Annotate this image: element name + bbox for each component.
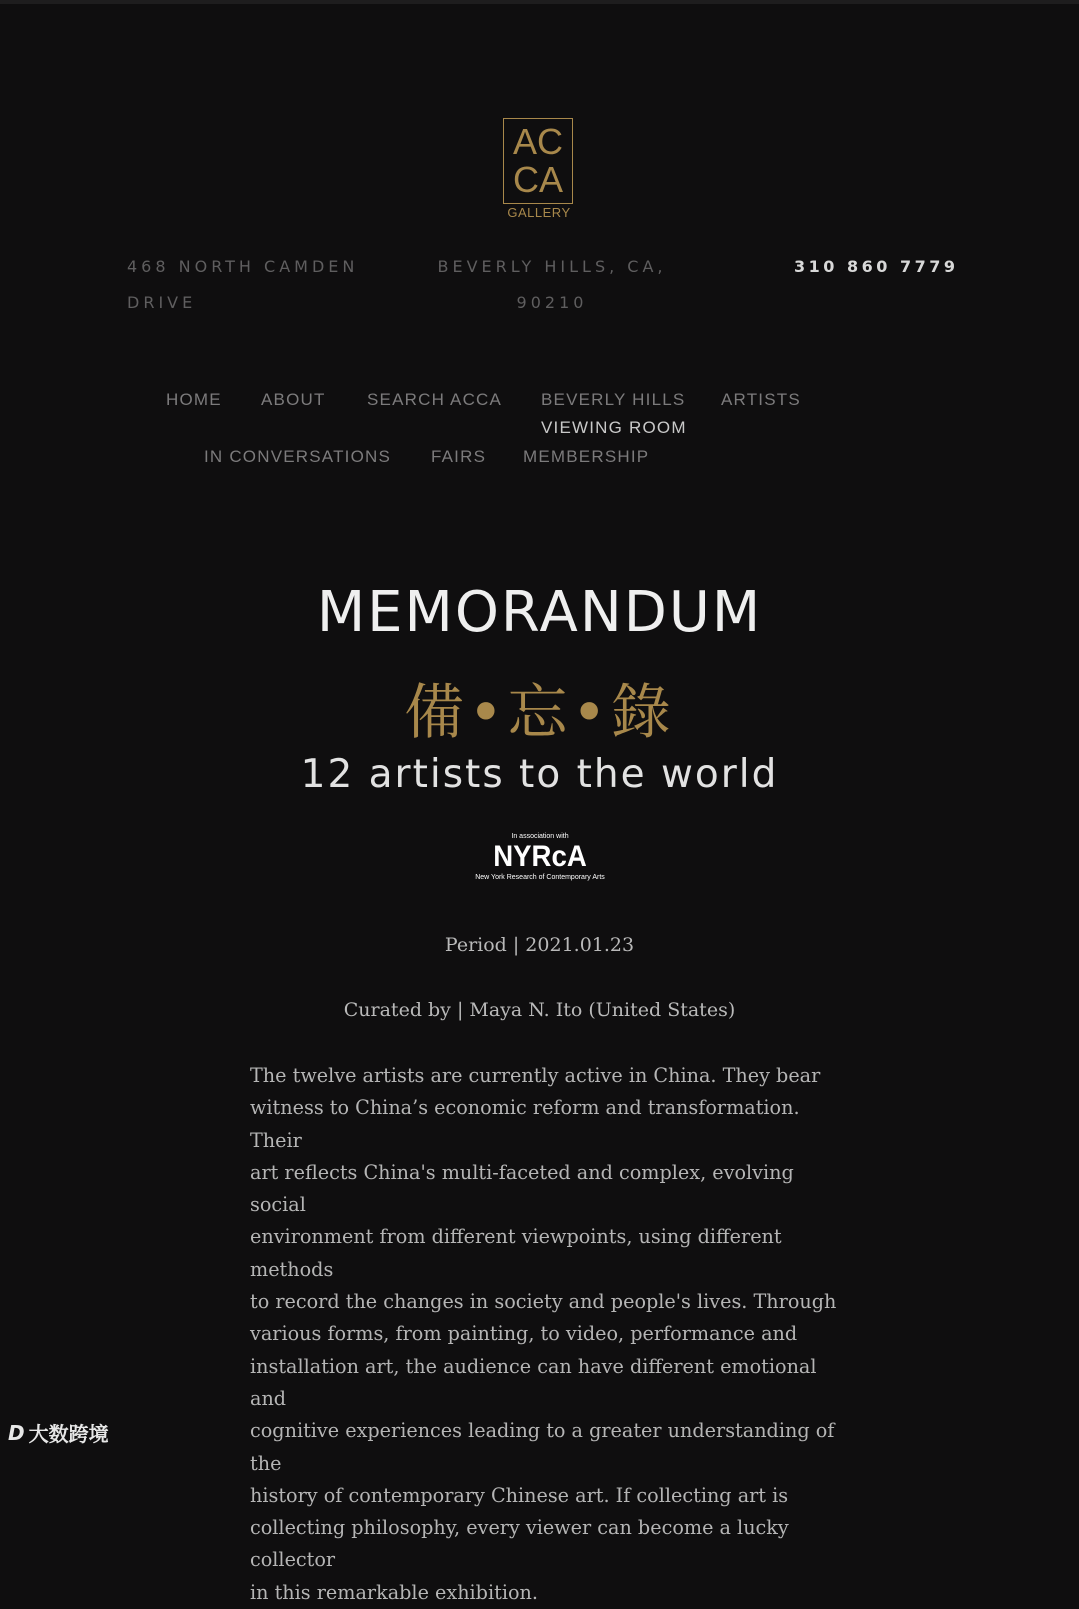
address-street-line2: DRIVE (127, 293, 197, 312)
exhibition-description (250, 1060, 840, 1609)
nav-artists[interactable]: ARTISTS (721, 390, 801, 409)
address-city-line1: BEVERLY HILLS, CA, (437, 257, 667, 276)
description-line: art reflects China's multi-faceted and complex, evolving social (250, 1160, 794, 1217)
description-line: history of contemporary Chinese art. If collecting art is (250, 1483, 789, 1507)
nav-fairs[interactable]: FAIRS (431, 447, 487, 466)
nav-in-conversations[interactable]: IN CONVERSATIONS (204, 447, 392, 466)
address-street (127, 249, 397, 321)
nyrca-logo (440, 832, 640, 882)
address-city-line2: 90210 (516, 293, 588, 312)
description-line: The twelve artists are currently active in China. They bear (250, 1064, 821, 1087)
exhibition-title: MEMORANDUM (316, 580, 763, 645)
exhibition-chinese-title: 備•忘•錄 (404, 678, 675, 748)
nav-beverly-hills-viewing-room-line2[interactable]: VIEWING ROOM (541, 418, 687, 437)
nav-search-acca[interactable]: SEARCH ACCA (367, 390, 503, 409)
description-line: installation art, the audience can have different emotional and (250, 1354, 817, 1410)
address-street-line1: 468 NORTH CAMDEN (127, 257, 359, 276)
description-line: witness to China’s economic reform and transformation. Their (250, 1096, 800, 1152)
nav-membership[interactable]: MEMBERSHIP (523, 447, 650, 466)
watermark-text: 大数跨境 (28, 1422, 109, 1446)
top-border (0, 0, 1079, 4)
acca-gallery-logo[interactable] (503, 118, 575, 224)
phone-number[interactable]: 310 860 7779 (794, 257, 959, 276)
description-line: environment from different viewpoints, using different methods (250, 1225, 782, 1281)
nyrca-full-name: New York Research of Contemporary Arts (475, 874, 605, 881)
logo-line-2: CA (512, 159, 563, 200)
description-line: collecting philosophy, every viewer can become a lucky collector (250, 1516, 789, 1572)
description-line: in this remarkable exhibition. (250, 1580, 538, 1604)
exhibition-period: Period | 2021.01.23 (444, 934, 635, 956)
nyrca-name: NYRcA (493, 840, 587, 873)
description-line: to record the changes in society and people's lives. Through (250, 1290, 837, 1314)
logo-line-1: AC (512, 121, 563, 162)
description-line: various forms, from painting, to video, performance and (250, 1322, 798, 1346)
nyrca-association-text: In association with (511, 833, 569, 840)
nav-home[interactable]: HOME (166, 390, 222, 409)
address-city (422, 249, 682, 321)
exhibition-curator: Curated by | Maya N. Ito (United States) (343, 999, 736, 1021)
exhibition-subtitle: 12 artists to the world (300, 752, 779, 797)
logo-gallery-text: GALLERY (507, 205, 571, 220)
nav-about[interactable]: ABOUT (261, 390, 326, 409)
nav-beverly-hills-viewing-room-line1[interactable]: BEVERLY HILLS (541, 390, 686, 409)
watermark-logo-icon: D (8, 1420, 25, 1445)
description-line: cognitive experiences leading to a greater understanding of the (250, 1419, 835, 1475)
logo-frame (503, 118, 573, 204)
watermark (8, 1418, 109, 1447)
